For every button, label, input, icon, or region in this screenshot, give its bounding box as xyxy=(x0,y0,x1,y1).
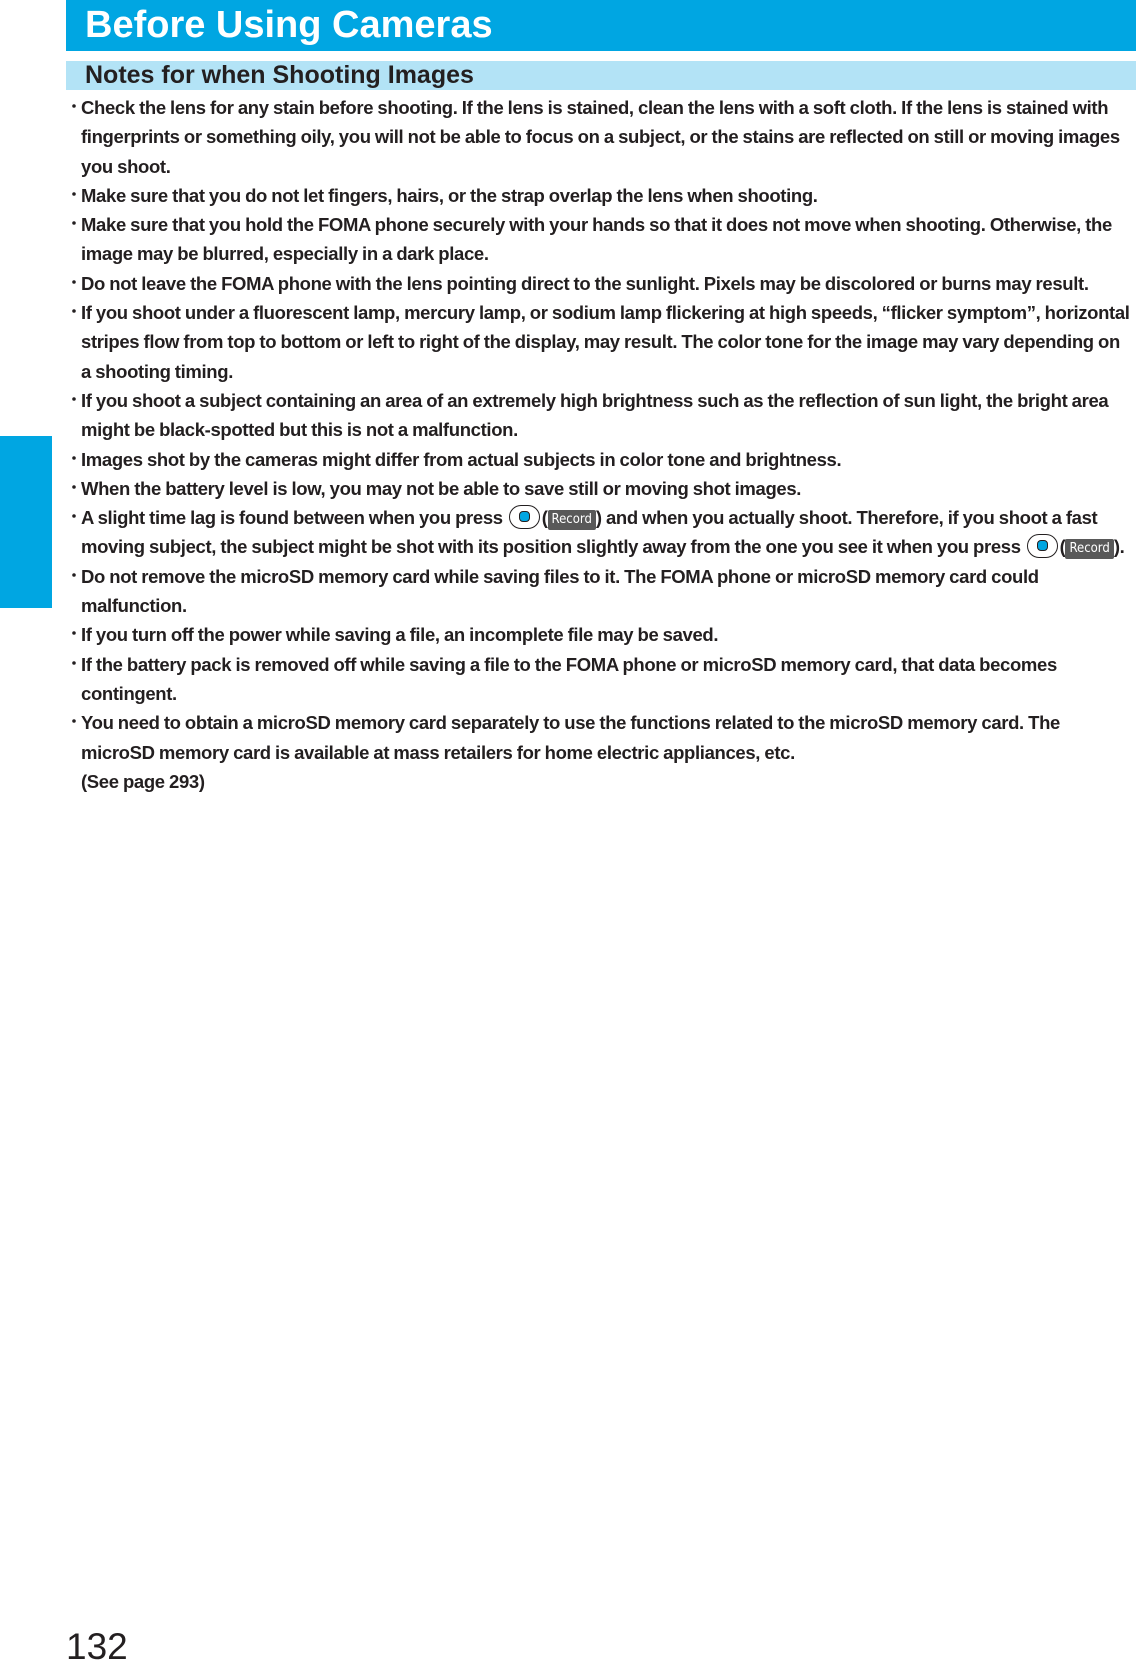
note-item xyxy=(66,445,1136,474)
record-softkey-icon: Record xyxy=(548,510,596,530)
bullet-icon: ・ xyxy=(66,216,82,234)
note-text: If the battery pack is removed off while saving a file to the FOMA phone or microSD memory card, that data becomes contingent. xyxy=(81,653,1057,704)
note-text: If you shoot a subject containing an area of an extremely high brightness such as the reflection of sun light, the bright area might be black-spotted but this is not a malfunction. xyxy=(81,389,1109,441)
note-text: Check the lens for any stain before shooting. If the lens is stained, clean the lens with a soft cloth. If the lens is stained with fingerprints or something oily, you will not be able to focus on a subject, or the stains are reflected on still or moving images you shoot. xyxy=(81,97,1120,177)
section-heading: Notes for when Shooting Images xyxy=(85,61,474,89)
note-item xyxy=(66,562,1136,621)
center-key-icon xyxy=(1027,534,1058,558)
note-text: When the battery level is low, you may not be able to save still or moving shot images. xyxy=(81,477,802,499)
note-text: Make sure that you do not let fingers, hairs, or the strap overlap the lens when shooting. xyxy=(81,184,818,206)
bullet-icon: ・ xyxy=(66,274,82,292)
note-text: Do not leave the FOMA phone with the lens pointing direct to the sunlight. Pixels may be discolored or burns may result. xyxy=(81,272,1089,294)
note-item xyxy=(66,298,1136,386)
note-item: ・ A slight time lag is found between when you press ( Record ) and when you actually shoot. Therefore, if you shoot a fast moving subject, the subject might be shot with its position slightly away from the one you see it when you press ( Record ). xyxy=(66,503,1136,562)
bullet-icon: ・ xyxy=(66,626,82,644)
bullet-icon: ・ xyxy=(66,509,82,527)
note-item xyxy=(66,269,1136,298)
note-text: ). xyxy=(1113,536,1125,558)
page-title-bar xyxy=(66,0,1136,51)
see-page-reference: (See page 293) xyxy=(81,770,205,792)
note-item xyxy=(66,708,1136,796)
note-text: Images shot by the cameras might differ from actual subjects in color tone and brightness. xyxy=(81,448,842,470)
note-text: If you turn off the power while saving a file, an incomplete file may be saved. xyxy=(81,624,719,646)
note-text: A slight time lag is found between when you press xyxy=(81,507,503,529)
record-softkey-icon: Record xyxy=(1065,539,1113,559)
page-number: 132 xyxy=(66,1626,128,1667)
bullet-icon: ・ xyxy=(66,391,82,409)
bullet-icon: ・ xyxy=(66,99,82,116)
note-text: Make sure that you hold the FOMA phone securely with your hands so that it does not move when shooting. Otherwise, the image may be blurred, especially in a dark place. xyxy=(81,214,1112,265)
note-text: ) and when you actually shoot. Therefore, if you shoot a fast moving subject, the subject might be shot with its position slightly away from the one you see it when you press xyxy=(81,507,1098,558)
notes-list xyxy=(66,93,1136,796)
bullet-icon: ・ xyxy=(66,567,82,585)
page-title: Before Using Cameras xyxy=(85,4,493,46)
section-heading-bar xyxy=(66,61,1136,90)
note-item xyxy=(66,474,1136,503)
note-text: You need to obtain a microSD memory card separately to use the functions related to the microSD memory card. The microSD memory card is available at mass retailers for home electric appliances, etc. xyxy=(81,712,1060,763)
note-text: If you shoot under a fluorescent lamp, mercury lamp, or sodium lamp flickering at high speeds, “flicker symptom”, horizontal stripes flow from top to bottom or left to right of the display, may result. The color tone for the image may vary depending on a shooting timing. xyxy=(81,302,1130,382)
note-item xyxy=(66,93,1136,181)
note-text: Do not remove the microSD memory card while saving files to it. The FOMA phone or microSD memory card could malfunction. xyxy=(81,565,1039,617)
note-item xyxy=(66,181,1136,210)
bullet-icon: ・ xyxy=(66,714,82,732)
bullet-icon: ・ xyxy=(66,186,82,204)
bullet-icon: ・ xyxy=(66,304,82,322)
note-item xyxy=(66,650,1136,709)
chapter-label: Camera xyxy=(10,471,37,557)
note-item xyxy=(66,210,1136,269)
bullet-icon: ・ xyxy=(66,655,82,673)
bullet-icon: ・ xyxy=(66,479,82,497)
note-item xyxy=(66,386,1136,445)
center-key-icon xyxy=(509,505,540,529)
note-item xyxy=(66,620,1136,649)
bullet-icon: ・ xyxy=(66,450,82,468)
